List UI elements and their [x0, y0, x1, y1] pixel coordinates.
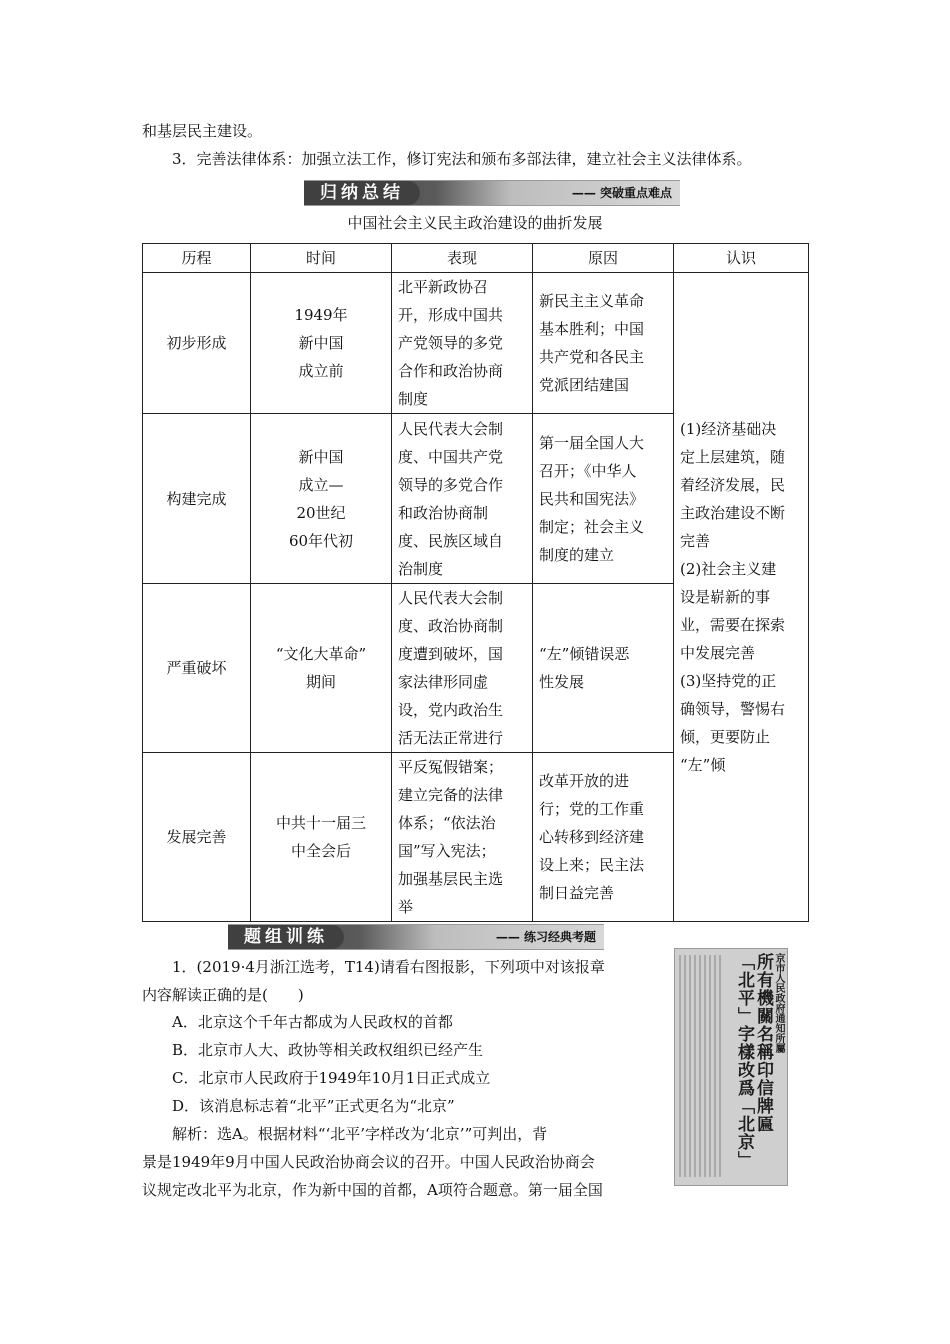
summary-banner-subtitle: —— 突破重点难点	[571, 186, 672, 200]
newspaper-clipping-image	[674, 948, 788, 1186]
question-stem-line-2: 内容解读正确的是( )	[142, 986, 304, 1004]
practice-banner-subtitle: —— 练习经典考题	[495, 930, 596, 944]
analysis-line-1: 解析：选A。根据材料“‘北平’字样改为‘北京’”可判出，背	[172, 1125, 548, 1143]
summary-banner-title: 归纳总结	[304, 181, 420, 205]
time-cell: 1949年 新中国 成立前	[251, 273, 392, 414]
intro-line-1: 和基层民主建设。	[142, 122, 263, 140]
performance-cell: 平反冤假错案； 建立完备的法律 体系；“依法治 国”写入宪法； 加强基层民主选 举	[392, 753, 533, 922]
stage-cell: 初步形成	[143, 273, 251, 414]
performance-cell: 人民代表大会制 度、政治协商制 度遭到破坏，国 家法律形同虚 设，党内政治生 活无法正常进行	[392, 584, 533, 753]
newspaper-headline-col-1: 京市人民政府通知所屬	[773, 953, 784, 1053]
time-cell: “文化大革命” 期间	[251, 584, 392, 753]
header-time: 时间	[251, 244, 392, 273]
option-d: D．该消息标志着“北平”正式更名为“北京”	[172, 1097, 455, 1115]
header-stage: 历程	[143, 244, 251, 273]
newspaper-headline	[723, 953, 783, 1169]
option-c: C．北京市人民政府于1949年10月1日正式成立	[172, 1069, 491, 1087]
newspaper-headline-col-3: 「北平」字樣改爲「北京」	[734, 953, 754, 1169]
performance-cell: 人民代表大会制 度、中国共产党 领导的多党合作 和政治协商制 度、民族区域自 治制度	[392, 414, 533, 584]
header-performance: 表现	[392, 244, 533, 273]
option-b: B．北京市人大、政协等相关政权组织已经产生	[172, 1041, 484, 1059]
option-a: A．北京这个千年古都成为人民政权的首都	[172, 1013, 453, 1031]
newspaper-body-text	[679, 955, 723, 1177]
practice-banner	[228, 924, 604, 950]
table-caption: 中国社会主义民主政治建设的曲折发展	[347, 214, 603, 232]
intro-line-2: 3．完善法律体系：加强立法工作，修订宪法和颁布多部法律，建立社会主义法律体系。	[172, 150, 752, 168]
performance-cell: 北平新政协召 开，形成中国共 产党领导的多党 合作和政治协商 制度	[392, 273, 533, 414]
reason-cell: 第一届全国人大 召开；《中华人 民共和国宪法》 制定；社会主义 制度的建立	[533, 414, 674, 584]
summary-banner	[304, 180, 680, 206]
header-insight: 认识	[674, 244, 809, 273]
newspaper-headline-col-2: 所有機關名稱印信牌匾	[753, 953, 773, 1133]
header-reason: 原因	[533, 244, 674, 273]
question-stem-line-1: 1．(2019·4月浙江选考，T14)请看右图报影，下列项中对该报章	[172, 958, 605, 976]
analysis-line-2: 景是1949年9月中国人民政治协商会议的召开。中国人民政治协商会	[142, 1153, 595, 1171]
stage-cell: 严重破坏	[143, 584, 251, 753]
insight-cell: (1)经济基础决 定上层建筑，随 着经济发展，民 主政治建设不断 完善 (2)社会主义建 设是崭新的事 业，需要在探索 中发展完善 (3)坚持党的正 确领导，警惕右 倾，更要防止 “左”倾	[674, 273, 809, 922]
stage-cell: 发展完善	[143, 753, 251, 922]
reason-cell: 新民主主义革命 基本胜利；中国 共产党和各民主 党派团结建国	[533, 273, 674, 414]
time-cell: 中共十一届三 中全会后	[251, 753, 392, 922]
analysis-line-3: 议规定改北平为北京，作为新中国的首都，A项符合题意。第一届全国	[142, 1181, 603, 1199]
time-cell: 新中国 成立— 20世纪 60年代初	[251, 414, 392, 584]
table-header-row	[143, 244, 809, 273]
practice-banner-title: 题组训练	[228, 925, 344, 949]
reason-cell: “左”倾错误恶 性发展	[533, 584, 674, 753]
stage-cell: 构建完成	[143, 414, 251, 584]
democracy-development-table	[142, 243, 809, 922]
table-row	[143, 273, 809, 414]
reason-cell: 改革开放的进 行；党的工作重 心转移到经济建 设上来；民主法 制日益完善	[533, 753, 674, 922]
